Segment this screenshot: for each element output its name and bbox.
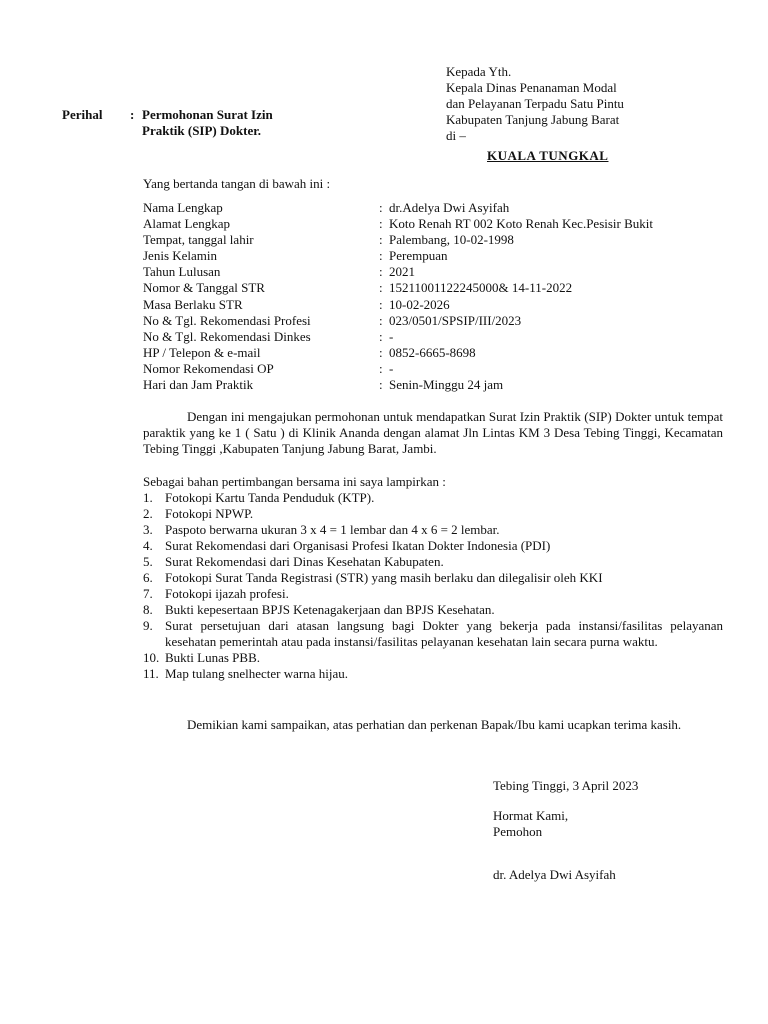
list-item bbox=[143, 666, 723, 682]
place-date: Tebing Tinggi, 3 April 2023 bbox=[493, 778, 639, 793]
list-number: 4. bbox=[143, 538, 153, 553]
field-value: Koto Renah RT 002 Koto Renah Kec.Pesisir Bukit bbox=[389, 216, 654, 232]
field-label: Hari dan Jam Praktik bbox=[143, 377, 254, 393]
field-colon: : bbox=[379, 377, 383, 393]
intro-text: Yang bertanda tangan di bawah ini : bbox=[143, 176, 331, 191]
list-item bbox=[143, 602, 723, 618]
recipient-line: di – bbox=[446, 128, 466, 143]
subject-line-2: Praktik (SIP) Dokter. bbox=[142, 123, 262, 138]
recipient-address bbox=[446, 64, 676, 144]
attachments-intro: Sebagai bahan pertimbangan bersama ini saya lampirkan : bbox=[143, 474, 446, 489]
field-value: Palembang, 10-02-1998 bbox=[389, 232, 514, 248]
list-number: 8. bbox=[143, 602, 153, 617]
field-label: No & Tgl. Rekomendasi Dinkes bbox=[143, 328, 311, 344]
request-paragraph-text: Dengan ini mengajukan permohonan untuk mendapatkan Surat Izin Praktik (SIP) Dokter untuk tempat paraktik yang ke 1 ( Satu ) di Klinik Ananda dengan alamat Jln Lintas KM 3 Desa Tebing Tinggi, Kecamatan Tebing Tinggi ,Kabupaten Tanjung Jabung Barat, Jambi. bbox=[143, 409, 723, 456]
recipient-line: Kepada Yth. bbox=[446, 64, 512, 79]
list-number: 7. bbox=[143, 586, 153, 601]
subject-label: Perihal bbox=[62, 107, 103, 122]
field-label: Tempat, tanggal lahir bbox=[143, 232, 254, 248]
field-label: Nama Lengkap bbox=[143, 200, 223, 215]
signature-greeting-block bbox=[493, 808, 568, 840]
field-row bbox=[143, 216, 653, 232]
field-value: - bbox=[389, 328, 394, 344]
list-item bbox=[143, 618, 723, 650]
field-value: 10-02-2026 bbox=[389, 296, 450, 312]
signer-name: dr. Adelya Dwi Asyifah bbox=[493, 867, 616, 882]
applicant-fields bbox=[143, 200, 653, 393]
field-row bbox=[143, 264, 653, 280]
field-value: Perempuan bbox=[389, 248, 448, 264]
attachments-list bbox=[143, 490, 723, 682]
closing-paragraph bbox=[143, 717, 723, 733]
list-item bbox=[143, 570, 723, 586]
field-row bbox=[143, 361, 653, 377]
list-number: 1. bbox=[143, 490, 153, 505]
field-value: 0852-6665-8698 bbox=[389, 344, 476, 360]
field-label: HP / Telepon & e-mail bbox=[143, 344, 261, 360]
field-value: 2021 bbox=[389, 264, 415, 280]
recipient-line: Kabupaten Tanjung Jabung Barat bbox=[446, 112, 620, 127]
field-row bbox=[143, 248, 653, 264]
field-colon: : bbox=[379, 264, 383, 280]
list-text: Paspoto berwarna ukuran 3 x 4 = 1 lembar dan 4 x 6 = 2 lembar. bbox=[165, 522, 500, 537]
list-text: Fotokopi ijazah profesi. bbox=[165, 586, 289, 601]
field-label: Tahun Lulusan bbox=[143, 264, 221, 280]
list-item bbox=[143, 490, 723, 506]
recipient-line: Kepala Dinas Penanaman Modal bbox=[446, 80, 617, 95]
field-row bbox=[143, 345, 653, 361]
list-text: Bukti kepesertaan BPJS Ketenagakerjaan dan BPJS Kesehatan. bbox=[165, 602, 495, 617]
list-item bbox=[143, 586, 723, 602]
field-label: Nomor & Tanggal STR bbox=[143, 280, 265, 296]
field-colon: : bbox=[379, 360, 383, 376]
field-colon: : bbox=[379, 296, 383, 312]
list-item bbox=[143, 506, 723, 522]
field-colon: : bbox=[379, 344, 383, 360]
subject-block bbox=[62, 107, 273, 139]
closing-paragraph-text: Demikian kami sampaikan, atas perhatian dan perkenan Bapak/Ibu kami ucapkan terima kasih. bbox=[187, 717, 682, 732]
field-row bbox=[143, 377, 653, 393]
field-colon: : bbox=[379, 200, 383, 215]
field-label: Jenis Kelamin bbox=[143, 248, 218, 264]
list-item bbox=[143, 522, 723, 538]
list-text: Bukti Lunas PBB. bbox=[165, 650, 260, 665]
list-item bbox=[143, 650, 723, 666]
field-label: Nomor Rekomendasi OP bbox=[143, 360, 274, 376]
subject-line-1: Permohonan Surat Izin bbox=[142, 107, 273, 122]
field-colon: : bbox=[379, 216, 383, 232]
list-text: Surat Rekomendasi dari Organisasi Profesi Ikatan Dokter Indonesia (PDI) bbox=[165, 538, 551, 553]
list-text: Surat Rekomendasi dari Dinas Kesehatan Kabupaten. bbox=[165, 554, 444, 569]
list-number: 5. bbox=[143, 554, 153, 569]
field-row bbox=[143, 313, 653, 329]
field-row bbox=[143, 297, 653, 313]
list-text: Surat persetujuan dari atasan langsung bagi Dokter yang bekerja pada instansi/fasilitas pelayanan kesehatan pemerintah atau pada instansi/fasilitas pelayanan kesehatan lain secara purna waktu. bbox=[165, 618, 723, 649]
signature-greeting: Hormat Kami, bbox=[493, 808, 569, 823]
field-row bbox=[143, 329, 653, 345]
list-number: 6. bbox=[143, 570, 153, 585]
field-colon: : bbox=[379, 280, 383, 296]
list-number: 10. bbox=[143, 650, 160, 665]
field-label: Alamat Lengkap bbox=[143, 216, 230, 232]
list-number: 9. bbox=[143, 618, 153, 633]
request-paragraph bbox=[143, 409, 723, 457]
field-label: Masa Berlaku STR bbox=[143, 296, 243, 312]
field-value: 023/0501/SPSIP/III/2023 bbox=[389, 312, 522, 328]
field-row bbox=[143, 200, 653, 216]
recipient-line: dan Pelayanan Terpadu Satu Pintu bbox=[446, 96, 624, 111]
list-number: 11. bbox=[143, 666, 159, 681]
recipient-city: KUALA TUNGKAL bbox=[487, 148, 609, 163]
list-item bbox=[143, 538, 723, 554]
field-value: dr.Adelya Dwi Asyifah bbox=[389, 200, 510, 215]
field-value: - bbox=[389, 360, 394, 376]
field-row bbox=[143, 280, 653, 296]
field-row bbox=[143, 232, 653, 248]
subject-colon: : bbox=[130, 107, 135, 122]
list-text: Fotokopi Kartu Tanda Penduduk (KTP). bbox=[165, 490, 375, 505]
list-text: Fotokopi Surat Tanda Registrasi (STR) yang masih berlaku dan dilegalisir oleh KKI bbox=[165, 570, 603, 585]
field-colon: : bbox=[379, 328, 383, 344]
list-text: Fotokopi NPWP. bbox=[165, 506, 254, 521]
list-item bbox=[143, 554, 723, 570]
field-colon: : bbox=[379, 248, 383, 264]
list-number: 2. bbox=[143, 506, 153, 521]
list-number: 3. bbox=[143, 522, 153, 537]
field-colon: : bbox=[379, 312, 383, 328]
field-value: Senin-Minggu 24 jam bbox=[389, 377, 504, 393]
list-text: Map tulang snelhecter warna hijau. bbox=[165, 666, 349, 681]
field-colon: : bbox=[379, 232, 383, 248]
field-label: No & Tgl. Rekomendasi Profesi bbox=[143, 312, 311, 328]
signature-role: Pemohon bbox=[493, 824, 543, 839]
field-value: 15211001122245000& 14-11-2022 bbox=[389, 280, 573, 296]
